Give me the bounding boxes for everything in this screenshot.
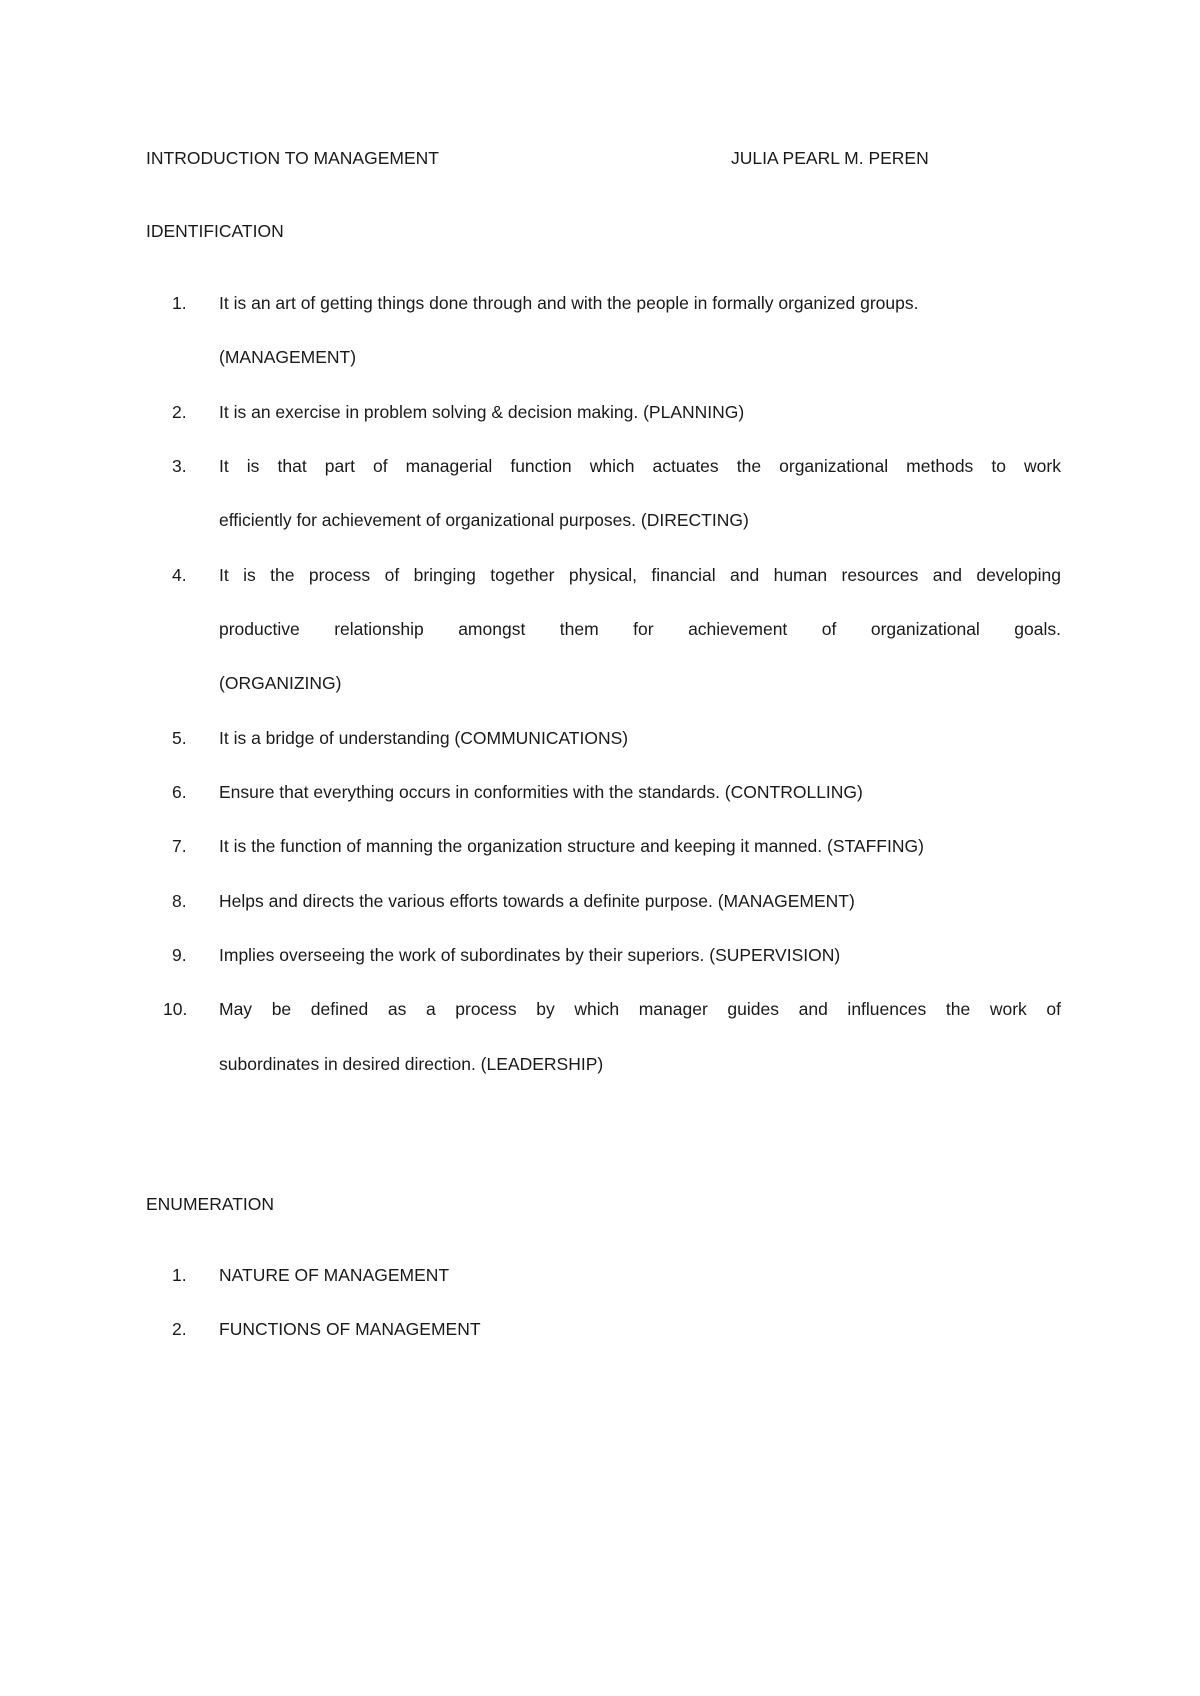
item-text: It is an art of getting things done through and with the people in formally organized groups. (219, 293, 919, 313)
item-text: productive relationship amongst them for achievement of organizational goals. (219, 619, 1061, 639)
identification-heading: IDENTIFICATION (146, 221, 284, 241)
item-text: Ensure that everything occurs in conformities with the standards. (CONTROLLING) (219, 782, 863, 802)
item-text: NATURE OF MANAGEMENT (219, 1265, 450, 1285)
item-number: 8. (172, 891, 187, 911)
item-text: Implies overseeing the work of subordinates by their superiors. (SUPERVISION) (219, 945, 841, 965)
item-number: 1. (172, 293, 187, 313)
item-number: 9. (172, 945, 187, 965)
item-text: It is a bridge of understanding (COMMUNICATIONS) (219, 728, 629, 748)
item-number: 4. (172, 565, 187, 585)
item-number: 1. (172, 1265, 187, 1285)
item-text: Helps and directs the various efforts towards a definite purpose. (MANAGEMENT) (219, 891, 855, 911)
item-number: 2. (172, 402, 187, 422)
enumeration-heading: ENUMERATION (146, 1194, 275, 1214)
item-number: 6. (172, 782, 187, 802)
item-text: efficiently for achievement of organizational purposes. (DIRECTING) (219, 510, 749, 530)
author-name: JULIA PEARL M. PEREN (731, 148, 929, 168)
item-text: (MANAGEMENT) (219, 347, 357, 367)
item-number: 5. (172, 728, 187, 748)
item-text: FUNCTIONS OF MANAGEMENT (219, 1319, 481, 1339)
item-text: It is that part of managerial function which actuates the organizational methods to work (219, 456, 1061, 476)
item-text: It is an exercise in problem solving & decision making. (PLANNING) (219, 402, 745, 422)
item-number: 2. (172, 1319, 187, 1339)
item-number: 3. (172, 456, 187, 476)
course-title: INTRODUCTION TO MANAGEMENT (146, 148, 439, 168)
item-text: It is the process of bringing together physical, financial and human resources and developing (219, 565, 1061, 585)
item-number: 10. (163, 999, 188, 1019)
item-number: 7. (172, 836, 187, 856)
item-text: It is the function of manning the organization structure and keeping it manned. (STAFFING) (219, 836, 924, 856)
item-text: (ORGANIZING) (219, 673, 342, 693)
item-text: subordinates in desired direction. (LEADERSHIP) (219, 1054, 604, 1074)
item-text: May be defined as a process by which manager guides and influences the work of (219, 999, 1061, 1019)
